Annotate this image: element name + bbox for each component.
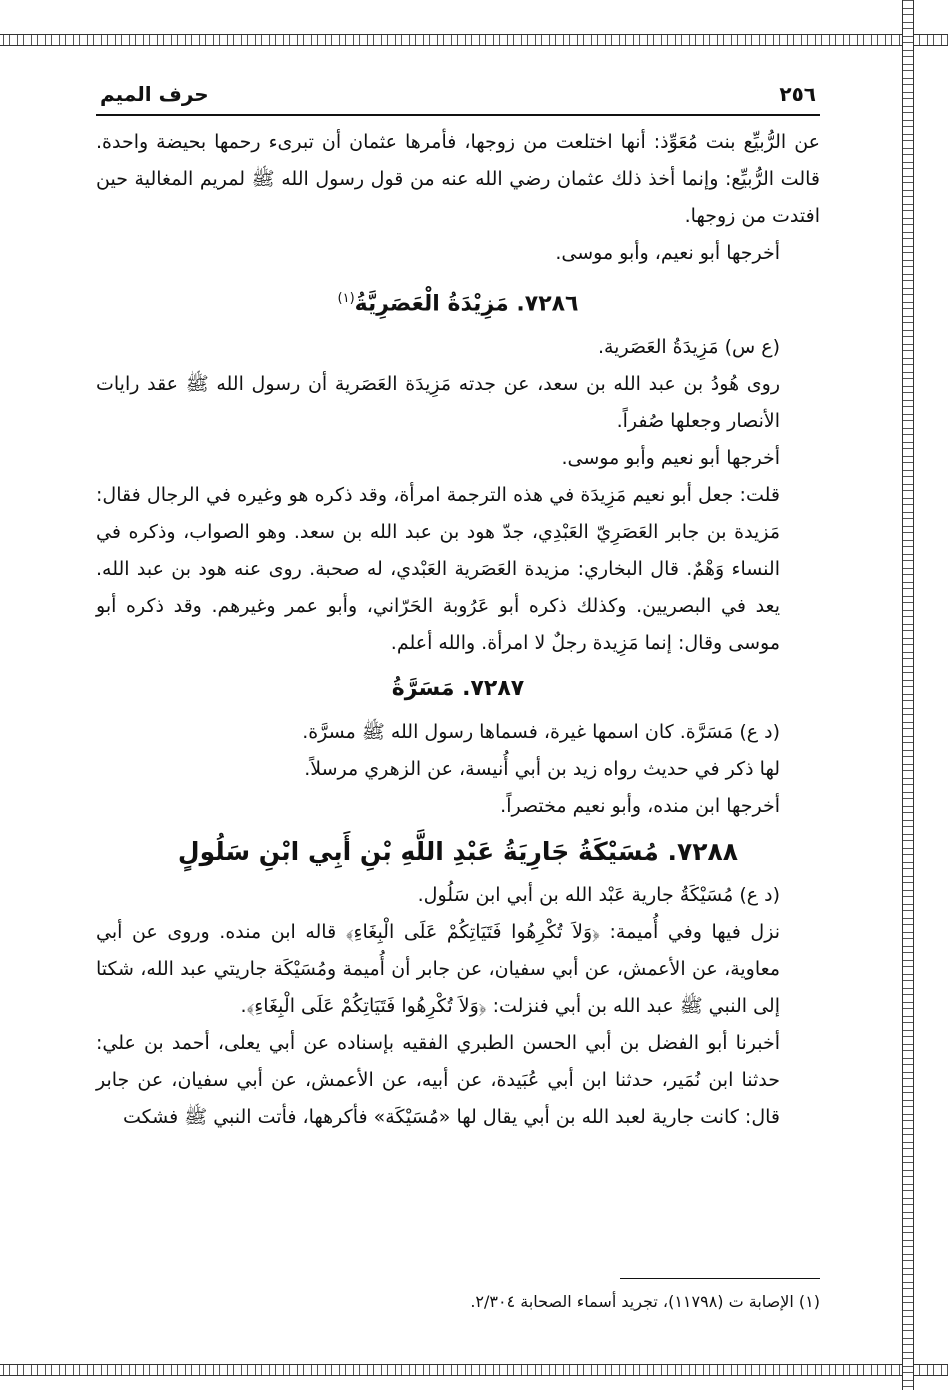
entry-title	[96, 831, 820, 873]
entry-title-text: ٧٢٨٧. مَسَرَّةُ	[391, 676, 525, 702]
top-border	[0, 34, 948, 46]
paragraph: قلت: جعل أبو نعيم مَزِيدَة في هذه الترجمة امرأة، وقد ذكره هو وغيره في الرجال فقال: مَزيدة بن جابر العَصَرِيّ العَبْدِي، جدّ هود بن عبد الله بن سعد. وهو الصواب، وذكره في النساء وَهْمٌ. قال البخاري: مزيدة العَصَرية العَبْدي، له صحبة. روى عنه هود بن عبد الله. يعد في البصريين. وكذلك ذكره أبو عَرُوبة الحَرّاني، وأبو عمر وغيرهم. وقد ذكره أبو موسى وقال: إنما مَزِيدة رجلٌ لا امرأة. والله أعلم.	[96, 484, 780, 655]
paragraph: أخبرنا أبو الفضل بن أبي الحسن الطبري الفقيه بإسناده عن أبي يعلى، أحمد بن علي: حدثنا ابن نُمَير، حدثنا ابن أبي عُبَيدة، عن أبيه، عن الأعمش، عن أبي سفيان، عن جابر قال: كانت جارية لعبد الله بن أبي يقال لها «مُسَيْكَة» فأكرهها، فأتت النبي ﷺ فشكت	[96, 1032, 780, 1129]
paragraph: لها ذكر في حديث رواه زيد بن أبي أُنيسة، عن الزهري مرسلاً.	[304, 758, 780, 781]
paragraph: نزل فيها وفي أُميمة: ﴿وَلاَ تُكْرِهُوا فَتَيَاتِكُمْ عَلَى الْبِغَاءِ﴾ قاله ابن منده. وروى عن أبي معاوية، عن الأعمش، عن أبي سفيان، عن جابر أن أُميمة ومُسَيْكَة جاريتي عبد الله، شكتا إلى النبي ﷺ عبد الله بن أبي فنزلت: ﴿وَلاَ تُكْرِهُوا فَتَيَاتِكُمْ عَلَى الْبِغَاءِ﴾.	[96, 921, 780, 1018]
page-number: ٢٥٦	[779, 82, 816, 106]
paragraph: (ع س) مَزِيدَةُ العَصَرية.	[597, 336, 780, 359]
paragraph: (د ع) مُسَيْكَةُ جارية عَبْد الله بن أبي ابن سَلُول.	[417, 884, 780, 907]
bottom-border	[0, 1364, 948, 1376]
footnote-mark: (١)	[337, 291, 355, 306]
paragraph: أخرجها أبو نعيم وأبو موسى.	[561, 447, 780, 470]
entry-title	[96, 278, 820, 325]
page-header	[96, 82, 820, 116]
footnote: (١) الإصابة ت (١١٧٩٨)، تجريد أسماء الصحابة ٢/٣٠٤.	[470, 1292, 820, 1311]
running-title: حرف الميم	[100, 82, 209, 106]
entry-title-text: ٧٢٨٦. مَزِيْدَةُ الْعَصَرِيَّةُ	[354, 291, 579, 317]
right-border	[902, 0, 914, 1390]
entry-title	[96, 668, 820, 710]
paragraph: (د ع) مَسَرَّة. كان اسمها غيرة، فسماها رسول الله ﷺ مسرَّة.	[302, 721, 780, 744]
paragraph: عن الرُّبيِّع بنت مُعَوِّذ: أنها اختلعت من زوجها، فأمرها عثمان أن تبرىء رحمها بحيضة واحدة. قالت الرُّبيِّع: وإنما أخذ ذلك عثمان رضي الله عنه من قول رسول الله ﷺ لمريم المغالية حين افتدت من زوجها.	[96, 131, 820, 227]
paragraph: أخرجها أبو نعيم، وأبو موسى.	[555, 242, 780, 264]
paragraph: أخرجها ابن منده، وأبو نعيم مختصراً.	[500, 795, 780, 818]
footnote-divider	[620, 1278, 820, 1279]
entry-title-text: ٧٢٨٨. مُسَيْكَةُ جَارِيَةُ عَبْدِ اللَّهِ بْنِ أَبِي ابْنِ سَلُولٍ	[177, 837, 739, 867]
page-body	[96, 82, 820, 1136]
paragraph: روى هُودُ بن عبد الله بن سعد، عن جدته مَزِيدَة العَصَرية أن رسول الله ﷺ عقد رايات الأنصار وجعلها صُفراً.	[96, 373, 780, 433]
